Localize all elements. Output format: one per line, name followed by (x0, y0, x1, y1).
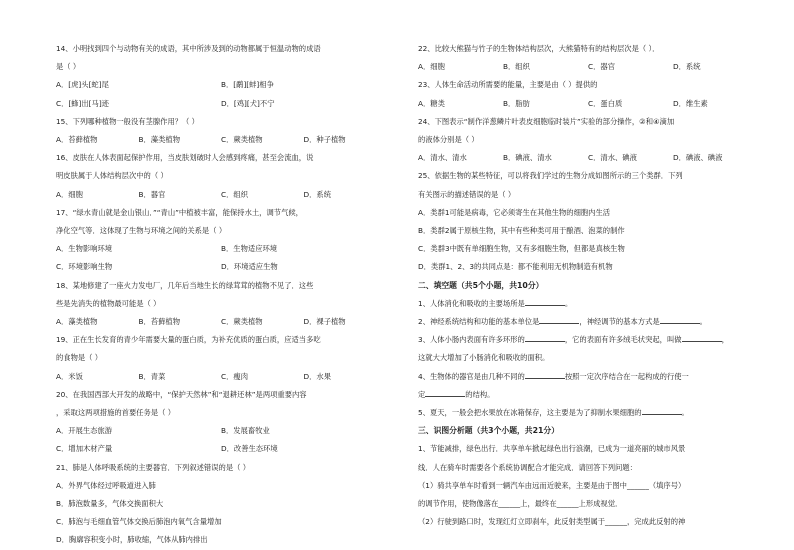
analysis-text: 1、节能减排，绿色出行．共享单车掀起绿色出行浪潮，已成为一道亮丽的城市风景 (418, 444, 686, 454)
text-segment: 5、夏天，一般会把水果放在冰箱保存，这主要是为了抑制水果细胞的 (418, 408, 642, 418)
option: D．胸廓容积变小时，肺收缩，气体从肺内排出 (56, 535, 208, 545)
question-23 (418, 76, 758, 112)
question-19 (56, 331, 386, 386)
option: D．环境适应生物 (221, 262, 278, 272)
option: A．外界气体经过呼吸道进入肺 (56, 480, 156, 490)
text-segment: 这就大大增加了小肠消化和吸收的面积。 (418, 353, 550, 363)
answer-blank[interactable] (642, 406, 682, 415)
option-row (418, 149, 758, 167)
option-row (56, 240, 386, 258)
option: D．类群1、2、3的共同点是：都不能利用无机物制造有机物 (418, 262, 613, 272)
fill-line (418, 368, 758, 386)
option-row (56, 368, 386, 386)
text-segment: 。 (681, 408, 689, 418)
fill-line (418, 349, 758, 367)
question-text: 15、下列哪种植物一般没有茎腺作用？（ ） (56, 116, 199, 126)
option: A．细胞 (418, 62, 445, 72)
question-text: 16、皮肤在人体表面起保护作用，当皮肤划破时人会感到疼痛，甚至会流血，说 (56, 153, 314, 163)
question-15 (56, 113, 386, 149)
analysis-text: （2）行驶到路口时，发现红灯立即刹车，此反射类型属于______，完成此反射的神 (418, 517, 686, 527)
option: C．肺泡与毛细血管气体交换后肺泡内氧气含量增加 (56, 517, 222, 527)
text-segment: 定 (418, 389, 426, 399)
text-segment: 1、人体消化和吸收的主要场所是 (418, 298, 525, 308)
question-text: ，采取这两项措施的首要任务是（ ） (56, 408, 176, 418)
text-segment: 4、生物体的器官是由几种不同的 (418, 371, 525, 381)
question-16 (56, 149, 386, 204)
right-column (418, 40, 758, 531)
question-text: 净化空气等．这体现了生物与环境之间的关系是（ ） (56, 226, 227, 236)
option: D．裸子植物 (303, 317, 346, 327)
fill-blank-section (418, 277, 758, 423)
option: C．环境影响生物 (56, 262, 113, 272)
option: A．藻类植物 (56, 317, 98, 327)
option: B．苔藓植物 (138, 317, 180, 327)
option: C．清水、碘液 (588, 153, 637, 163)
option-row (418, 95, 758, 113)
option: A．米饭 (56, 371, 83, 381)
option: C．蛋白质 (588, 98, 623, 108)
fill-line (418, 404, 758, 422)
question-text: 的液体分别是（ ） (418, 135, 479, 145)
option: C．增加木材产量 (56, 444, 113, 454)
option: A．[虎]头[蛇]尾 (56, 80, 109, 90)
text-segment: ， (721, 335, 729, 345)
option: C．组织 (221, 189, 248, 199)
option: A．开展生态旅游 (56, 426, 113, 436)
option: B．碘液、清水 (503, 153, 552, 163)
option: B．类群2属于原核生物，其中有些种类可用于酿酒、泡菜的制作 (418, 226, 625, 236)
question-18 (56, 277, 386, 332)
question-text: 18、某地修建了一座火力发电厂，几年后当地生长的绿茸茸的植物不见了．这些 (56, 280, 314, 290)
option: D．改善生态环境 (221, 444, 278, 454)
option: C．瘦肉 (221, 371, 248, 381)
option: B．发展畜牧业 (221, 426, 270, 436)
option: B．[鹬][蚌]相争 (221, 80, 274, 90)
option: B．生物适应环境 (221, 244, 278, 254)
option-row (56, 258, 386, 276)
fill-line (418, 331, 758, 349)
option: B．藻类植物 (138, 135, 180, 145)
left-column (56, 40, 386, 550)
option: B．器官 (138, 189, 166, 199)
option-row (56, 76, 386, 94)
answer-blank[interactable] (525, 297, 565, 306)
text-segment: 的结构。 (465, 389, 495, 399)
right-questions (418, 40, 758, 277)
option: A．生物影响环境 (56, 244, 113, 254)
option: A．苔藓植物 (56, 135, 98, 145)
text-segment: ，神经调节的基本方式是 (579, 317, 660, 327)
question-20 (56, 386, 386, 459)
question-text: 21、肺是人体呼吸系统的主要器官．下列叙述错误的是（ ） (56, 462, 251, 472)
analysis-text: （1）骑共享单车时看到一辆汽车由远而近驶来，主要是由于图中______（填序号） (418, 480, 686, 490)
option-row (56, 131, 386, 149)
option-row (56, 95, 386, 113)
option: A．类群1可能是病毒，它必须寄生在其他生物的细胞内生活 (418, 207, 611, 217)
option-row (56, 186, 386, 204)
option-row (56, 440, 386, 458)
question-text: 14、小明找到四个与动物有关的成语，其中所涉及到的动物都属于恒温动物的成语 (56, 44, 321, 53)
question-text: 17、“绿水青山就是金山银山．”“青山”中植被丰富，能保持水土，调节气候， (56, 207, 303, 217)
question-text: 19、正在生长发育的青少年需要大量的蛋白质，为补充优质的蛋白质，应适当多吃 (56, 335, 321, 345)
question-14 (56, 40, 386, 113)
question-22 (418, 40, 758, 76)
option: D．种子植物 (303, 135, 346, 145)
option: C．[蜂]出[马]迹 (56, 98, 109, 108)
question-25 (418, 167, 758, 276)
option: D．系统 (673, 62, 701, 72)
question-text: 是（ ） (56, 62, 81, 72)
text-segment: ，它的表面有许多绒毛状突起，叫做 (564, 335, 682, 345)
section-title: 二、填空题（共5个小题，共10分） (418, 280, 544, 290)
question-text: 些是先消失的植物最可能是（ ） (56, 298, 161, 308)
fill-line (418, 295, 758, 313)
answer-blank[interactable] (660, 315, 700, 324)
option: A．糖类 (418, 98, 445, 108)
figure-analysis-section (418, 422, 758, 531)
option: B．青菜 (138, 371, 166, 381)
option: D．系统 (303, 189, 332, 199)
answer-blank[interactable] (539, 315, 579, 324)
option: B．肺泡数量多，气体交换面积大 (56, 499, 164, 509)
option-row (56, 313, 386, 331)
option: D．水果 (303, 371, 332, 381)
option: C．蕨类植物 (221, 317, 263, 327)
option: C．类群3中既有单细胞生物，又有多细胞生物，但都是真核生物 (418, 244, 625, 254)
answer-blank[interactable] (525, 370, 565, 379)
question-text: 20、在我国西部大开发的战略中，“保护天然林”和“退耕还林”是两项重要内容 (56, 389, 307, 399)
question-text: 的食物是（ ） (56, 353, 103, 363)
question-text: 有关图示的描述错误的是（ ） (418, 189, 516, 199)
option: D．碘液、碘液 (673, 153, 723, 163)
answer-blank[interactable] (682, 333, 722, 342)
option: A．清水、清水 (418, 153, 467, 163)
text-segment: 3、人体小肠内表面有许多环形的 (418, 335, 525, 345)
question-text: 25、依据生物的某些特征，可以将我们学过的生物分成如图所示的三个类群．下列 (418, 171, 683, 181)
answer-blank[interactable] (425, 388, 465, 397)
question-text: 22、比较大熊猫与竹子的生物体结构层次，大熊猫特有的结构层次是（ ）． (418, 44, 660, 53)
question-text: 24、下图表示“制作洋葱鳞片叶表皮细胞临时装片”实验的部分操作，②和④滴加 (418, 116, 675, 126)
fill-line (418, 313, 758, 331)
section-title: 三、识图分析题（共3个小题，共21分） (418, 426, 560, 436)
analysis-text: 的调节作用，使物像落在______上，最终在______上形成视觉． (418, 499, 623, 509)
option: D．维生素 (673, 98, 708, 108)
option: C．器官 (588, 62, 615, 72)
option-row (56, 422, 386, 440)
question-17 (56, 204, 386, 277)
question-text: 23、人体生命活动所需要的能量，主要是由（ ）提供的 (418, 80, 598, 90)
option: C．蕨类植物 (221, 135, 263, 145)
answer-blank[interactable] (525, 333, 565, 342)
question-text: 明皮肤属于人体结构层次中的（ ） (56, 171, 168, 181)
option: D．[鸡][犬]不宁 (221, 98, 275, 108)
option: B．组织 (503, 62, 530, 72)
option: A．细胞 (56, 189, 83, 199)
option: B．脂肪 (503, 98, 530, 108)
option-row (418, 58, 758, 76)
text-segment: 。 (699, 317, 707, 327)
text-segment: 2、神经系统结构和功能的基本单位是 (418, 317, 540, 327)
text-segment: 。 (564, 298, 573, 308)
text-segment: 按照一定次序结合在一起构成的行使一 (564, 371, 689, 381)
fill-line (418, 386, 758, 404)
analysis-text: 线．人在骑车时需要各个系统协调配合才能完成．请回答下列问题： (418, 462, 637, 472)
question-24 (418, 113, 758, 168)
question-21 (56, 459, 386, 550)
